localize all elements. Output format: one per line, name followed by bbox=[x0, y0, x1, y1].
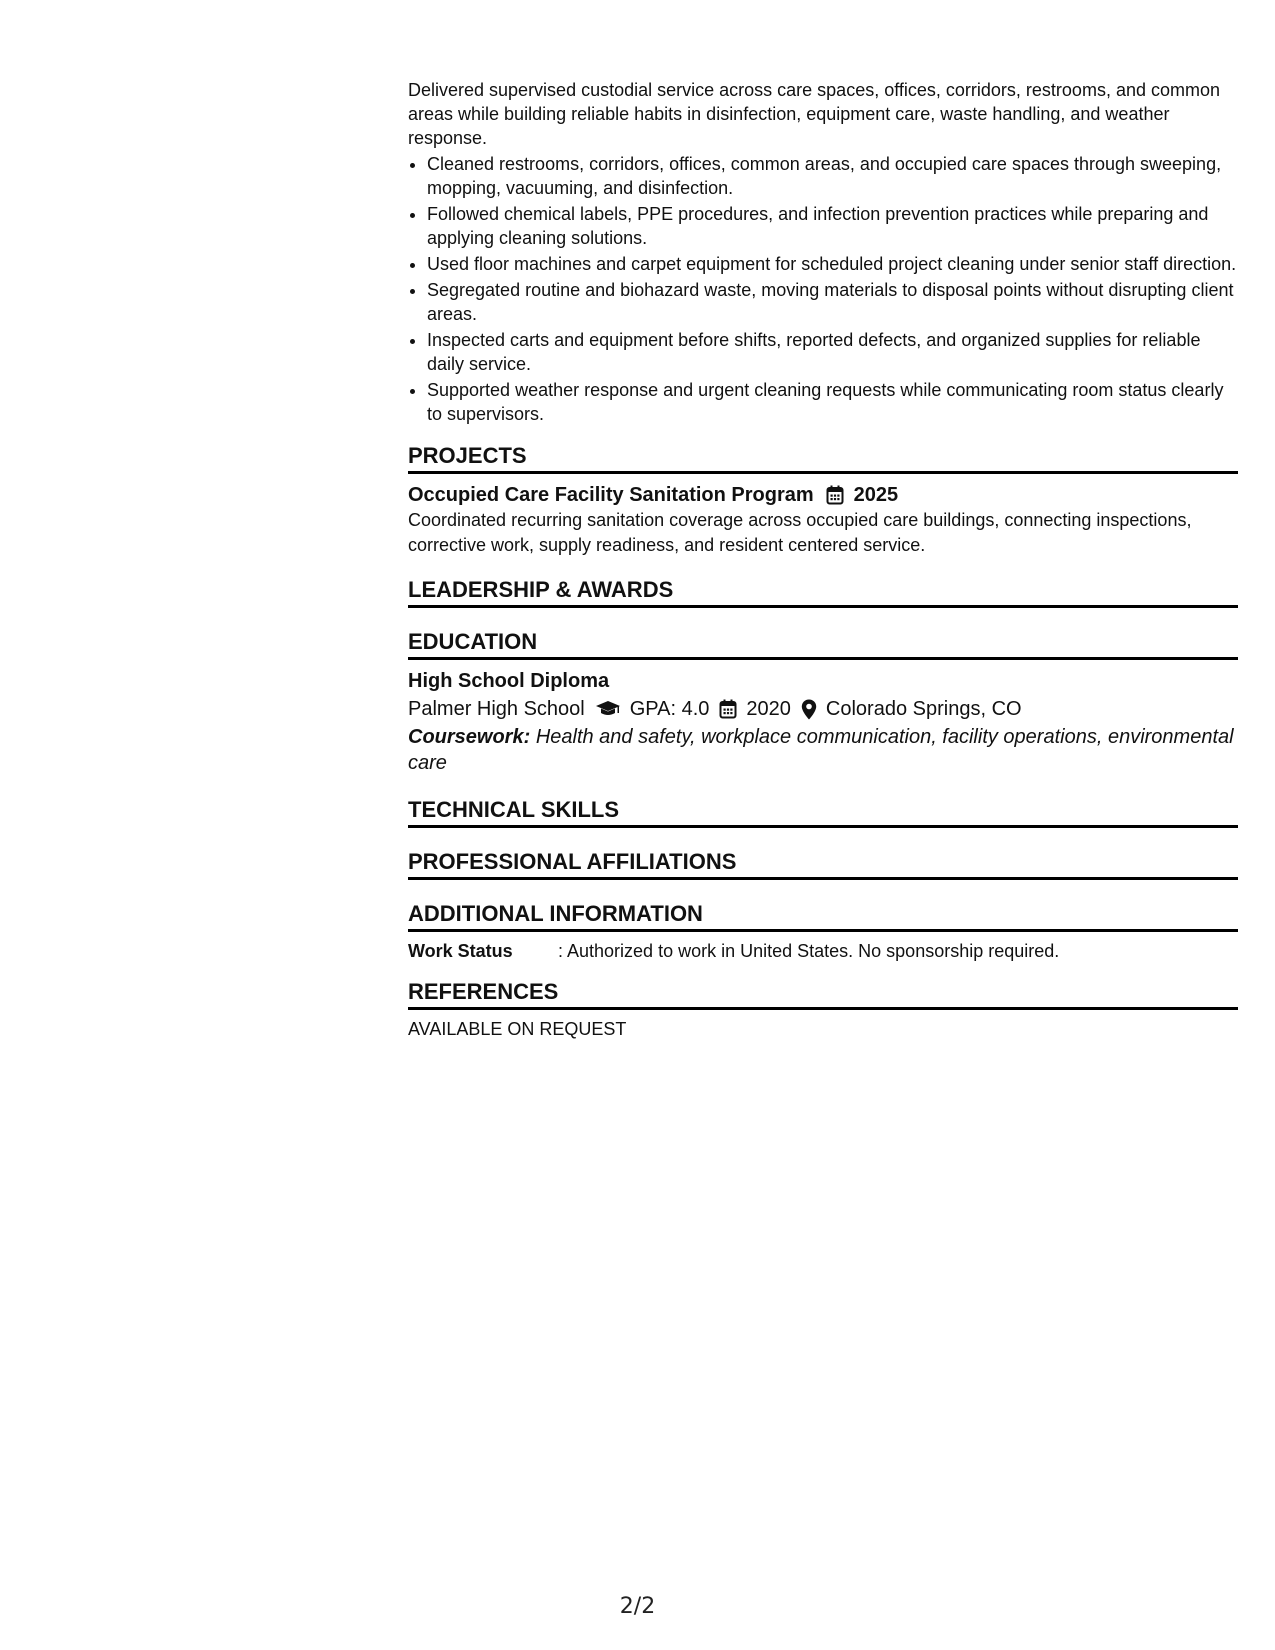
map-pin-icon bbox=[801, 699, 817, 720]
experience-summary: Delivered supervised custodial service across care spaces, offices, corridors, restrooms, and common areas while building reliable habits in disinfection, equipment care, waste handling, and weather response. bbox=[408, 80, 1220, 148]
page-number bbox=[0, 1594, 1275, 1619]
page-number-text: 2/2 bbox=[619, 1594, 656, 1619]
technical-skills-heading: TECHNICAL SKILLS bbox=[408, 796, 1238, 828]
calendar-icon bbox=[719, 699, 737, 719]
work-status-value: : Authorized to work in United States. No sponsorship required. bbox=[558, 941, 1060, 961]
project-title-row bbox=[408, 482, 1238, 508]
experience-bullets bbox=[408, 152, 1238, 426]
degree-title: High School Diploma bbox=[408, 670, 610, 692]
graduation-cap-icon bbox=[595, 700, 621, 718]
project-year: 2025 bbox=[853, 484, 899, 506]
list-item: • Inspected carts and equipment before shifts, reported defects, and organized supplies for reliable daily service. bbox=[427, 328, 1238, 376]
project-description: Coordinated recurring sanitation coverage across occupied care buildings, connecting inspections, corrective work, supply readiness, and resident centered service. bbox=[408, 510, 1192, 555]
education-heading: EDUCATION bbox=[408, 628, 1238, 660]
calendar-icon bbox=[826, 485, 844, 505]
coursework-text: Health and safety, workplace communication, facility operations, environmental care bbox=[408, 726, 1234, 774]
list-item: • Followed chemical labels, PPE procedures, and infection prevention practices while preparing and applying cleaning solutions. bbox=[427, 202, 1238, 250]
school-location: Colorado Springs, CO bbox=[825, 698, 1022, 720]
references-text: AVAILABLE ON REQUEST bbox=[408, 1019, 627, 1039]
list-item: • Supported weather response and urgent cleaning requests while communicating room status clearly to supervisors. bbox=[427, 378, 1238, 426]
leadership-heading: LEADERSHIP & AWARDS bbox=[408, 576, 1238, 608]
projects-heading: PROJECTS bbox=[408, 442, 1238, 474]
work-status-label: Work Status bbox=[408, 941, 513, 961]
graduation-year: 2020 bbox=[746, 698, 791, 720]
additional-info-heading: ADDITIONAL INFORMATION bbox=[408, 900, 1238, 932]
school-name: Palmer High School bbox=[408, 698, 585, 720]
references-heading: REFERENCES bbox=[408, 978, 1238, 1010]
list-item: • Cleaned restrooms, corridors, offices, common areas, and occupied care spaces through sweeping, mopping, vacuuming, and disinfection. bbox=[427, 152, 1238, 200]
coursework-label: Coursework: bbox=[408, 726, 531, 748]
resume-page-content bbox=[408, 78, 1238, 1042]
work-status-row bbox=[408, 938, 1238, 964]
gpa: GPA: 4.0 bbox=[629, 698, 710, 720]
list-item: • Segregated routine and biohazard waste, moving materials to disposal points without disrupting client areas. bbox=[427, 278, 1238, 326]
list-item: • Used floor machines and carpet equipment for scheduled project cleaning under senior staff direction. bbox=[427, 252, 1238, 276]
coursework bbox=[408, 724, 1238, 776]
education-meta bbox=[408, 694, 1238, 724]
project-title: Occupied Care Facility Sanitation Program bbox=[408, 484, 814, 506]
affiliations-heading: PROFESSIONAL AFFILIATIONS bbox=[408, 848, 1238, 880]
